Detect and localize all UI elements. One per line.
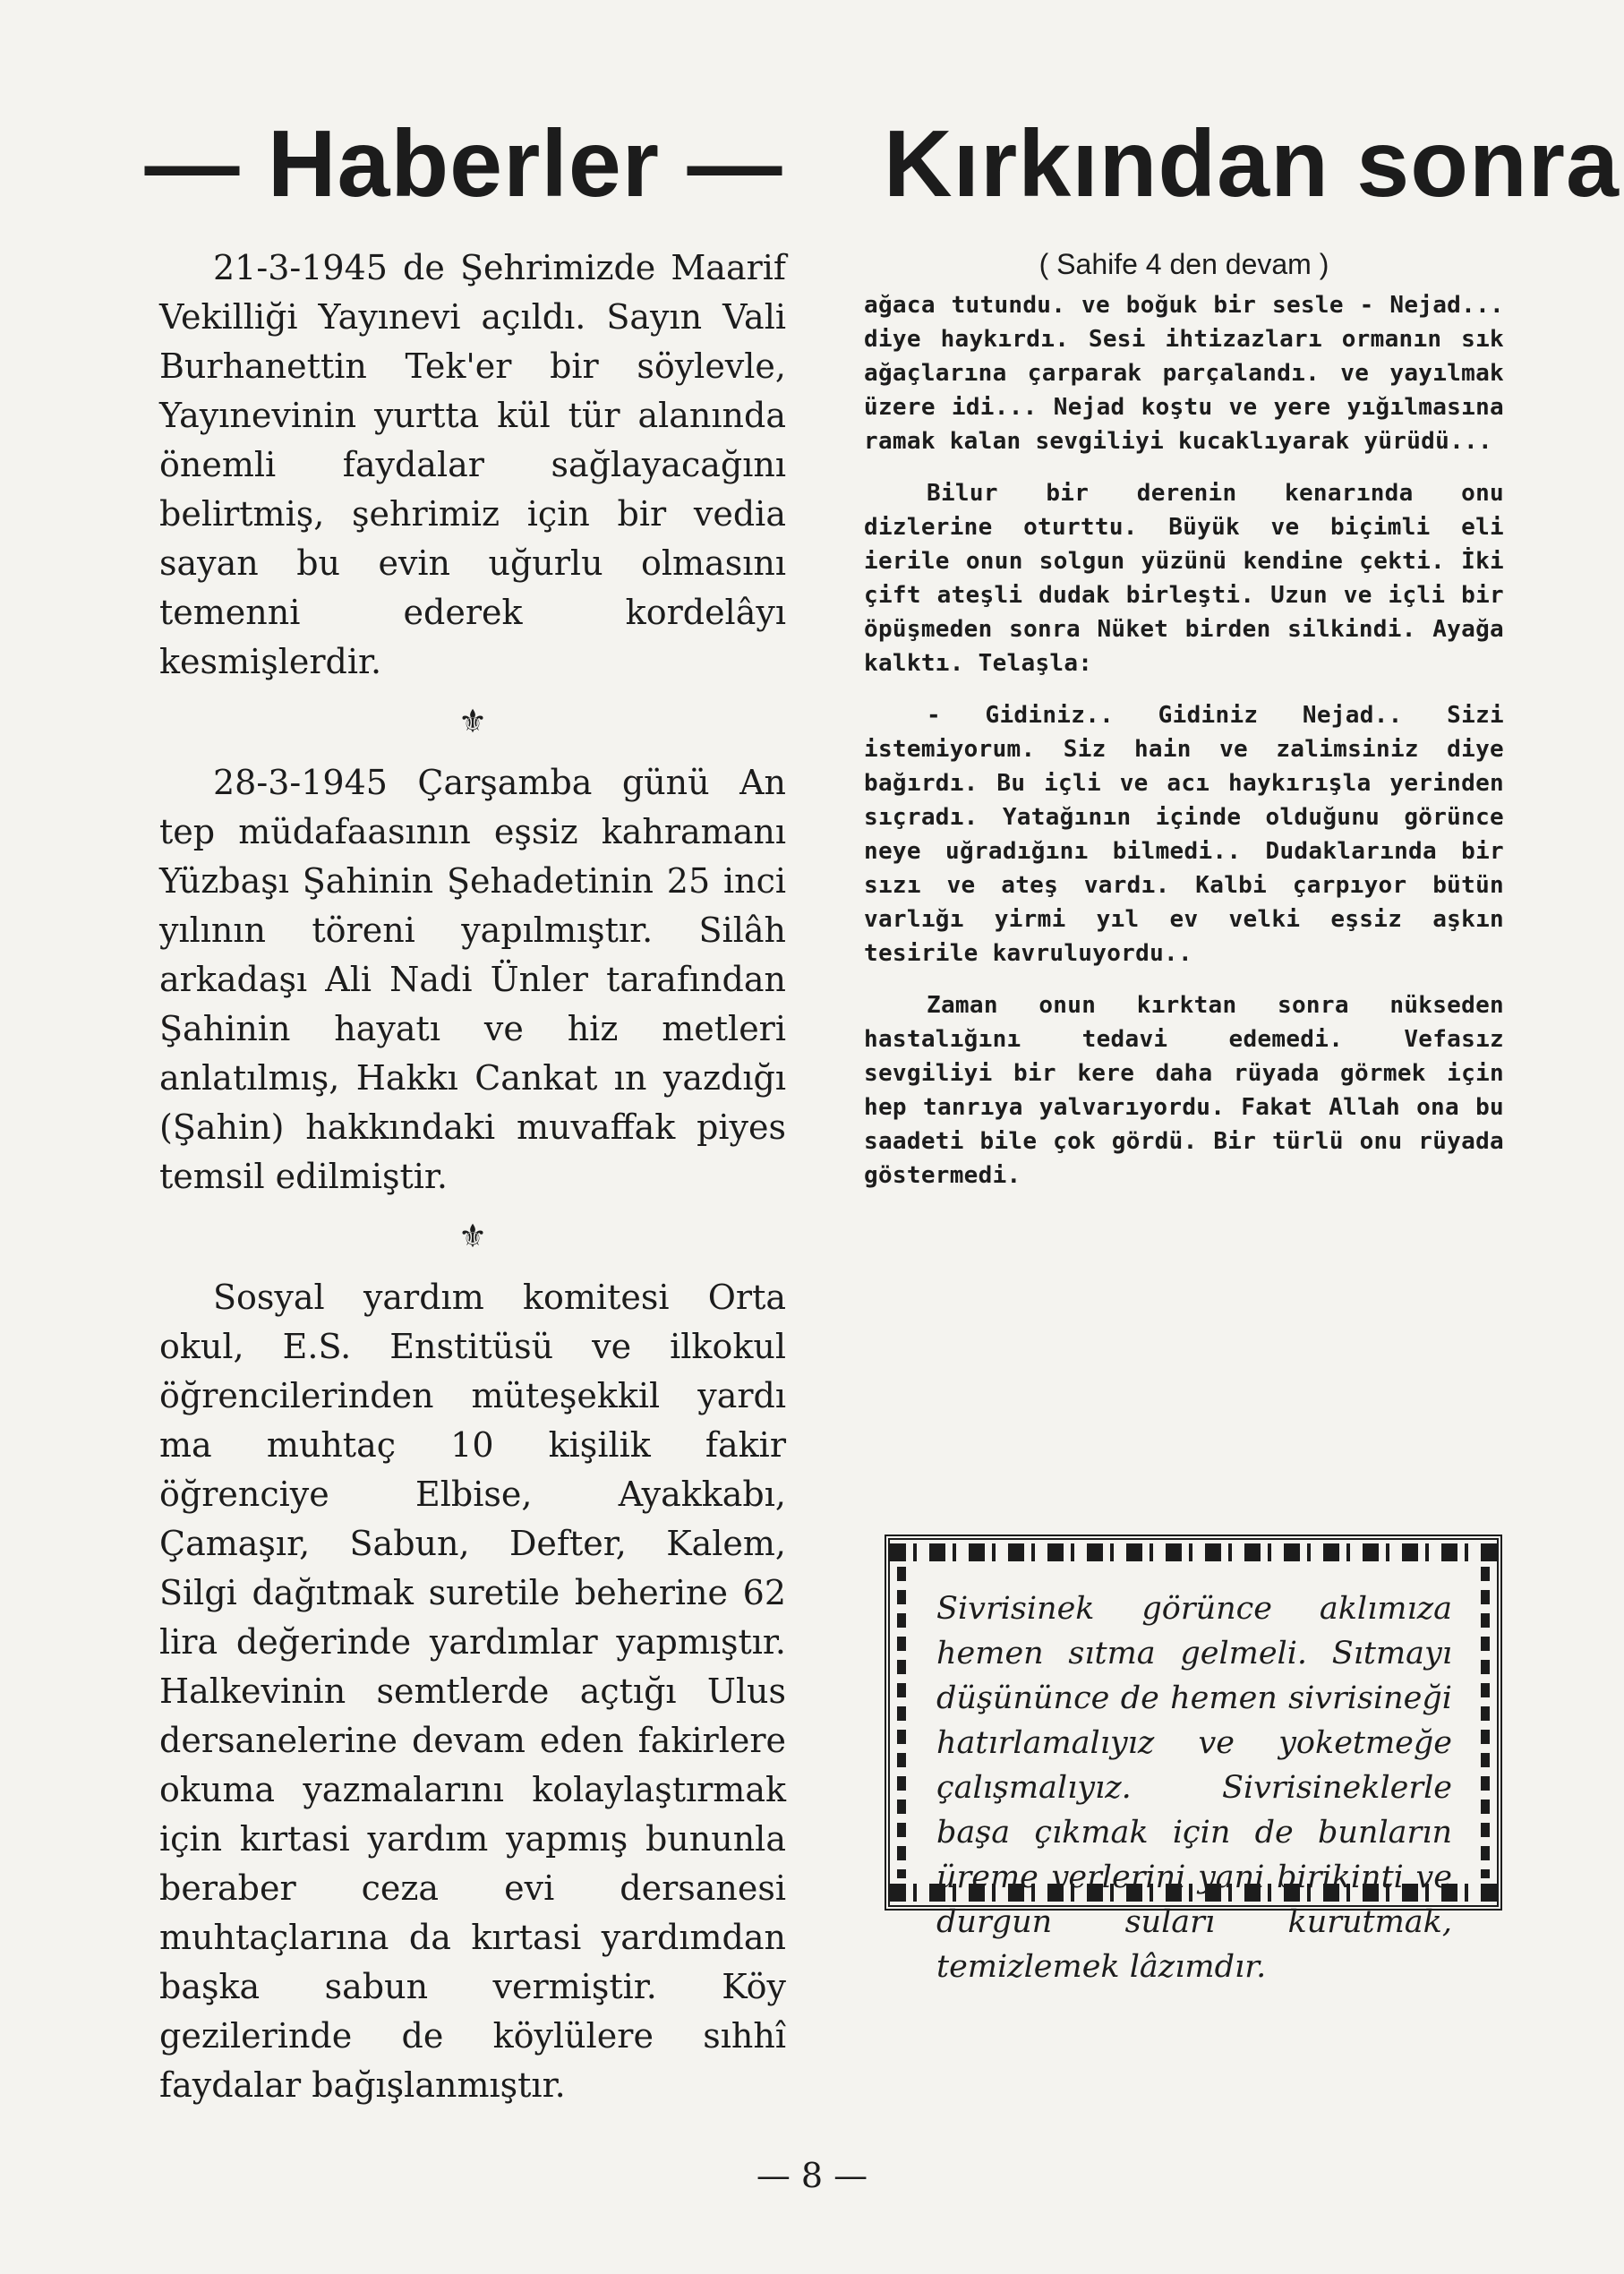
page-number: — 8 — — [756, 2156, 868, 2195]
story-heading: Kırkından sonra — [884, 111, 1620, 217]
fleur-ornament-icon: ⚜ — [457, 704, 488, 740]
story-paragraph: - Gidiniz.. Gidiniz Nejad.. Sizi istemiyorum. Siz hain ve zalimsiniz diye bağırdı. Bu içli ve acı haykırışla yerinden sıçradı. Yatağının içinde olduğunu görünce neye uğradığını bilmedi.. Dudaklarında bir sızı ve ateş vardı. Kalbi çarpıyor bütün varlığı yirmi yıl ev velki eşsiz aşkın tesirile kavruluyordu.. — [864, 702, 1504, 967]
continuation-note: ( Sahife 4 den devam ) — [1039, 248, 1329, 280]
fleur-ornament-icon: ⚜ — [457, 1218, 488, 1255]
malaria-notice-box — [885, 1535, 1502, 1985]
story-paragraph: Bilur bir derenin kenarında onu dizlerine oturttu. Büyük ve biçimli eli ierile onun solgun yüzünü kendine çekti. İki çift ateşli dudak birleşti. Uzun ve içli bir öpüşmeden sonra Nüket birden silkindi. Ayağa kalktı. Telaşla: — [864, 480, 1504, 677]
story-column — [864, 106, 1620, 1210]
news-item-yayinevi: 21-3-1945 de Şehrimizde Maarif Vekilliği Yayınevi açıldı. Sayın Vali Burhanettin Tek'er bir söylevle, Yayınevinin yurtta kül tür alanında önemli faydalar sağlayacağını belirtmiş, şehrimiz için bir vedia sayan bu evin uğurlu olmasını temenni ederek kordelâyı kesmişlerdir. — [159, 248, 786, 681]
news-column — [144, 106, 786, 2110]
decorative-border — [897, 1567, 906, 1878]
news-heading: — Haberler — — [144, 111, 783, 217]
news-item-sahin-ceremony: 28-3-1945 Çarşamba günü An tep müdafaasının eşsiz kahramanı Yüzbaşı Şahinin Şehadetinin 25 inci yılının töreni yapılmıştır. Silâh arkadaşı Ali Nadi Ünler tarafından Şahinin hayatı ve hiz metleri anlatılmış, Hakkı Cankat ın yazdığı (Şahin) hakkındaki muvaffak piyes temsil edilmiştir. — [159, 763, 786, 1196]
decorative-border — [890, 1543, 1497, 1561]
malaria-notice-text: Sivrisinek görünce aklımıza hemen sıtma gelmeli. Sıtmayı düşününce de hemen sivrisineği hatırlamalıyız ve yoketmeğe çalışmalıyız. Sivrisineklerle başa çıkmak için de bunların üreme yerlerini yani birikinti ve durgun suları kurutmak, temizlemek lâzımdır. — [936, 1591, 1452, 1985]
decorative-border — [1481, 1567, 1490, 1878]
news-item-social-aid: Sosyal yardım komitesi Orta okul, E.S. Enstitüsü ve ilkokul öğrencilerinden müteşekkil yardı ma muhtaç 10 kişilik fakir öğrenciye Elbise, Ayakkabı, Çamaşır, Sabun, Defter, Kalem, Silgi dağıtmak suretile beherine 62 lira değerinde yardımlar yapmıştır. Halkevinin semtlerde açtığı Ulus dersanelerine devam eden fakirlere okuma yazmalarını kolaylaştırmak için kırtasi yardım yapmış bununla beraber ceza evi dersanesi muhtaçlarına da kırtasi yardımdan başka sabun vermiştir. Köy gezilerinde de köylülere sıhhî faydalar bağışlanmıştır. — [159, 1278, 786, 2105]
story-paragraph: ağaca tutundu. ve boğuk bir sesle - Nejad... diye haykırdı. Sesi ihtizazları ormanın sık ağaçlarına çarparak parçalandı. ve yayılmak üzere idi... Nejad koştu ve yere yığılmasına ramak kalan sevgiliyi kucaklıyarak yürüdü... — [864, 292, 1504, 455]
story-paragraph: Zaman onun kırktan sonra nüksеden hastalığını tedavi edemedi. Vefasız sevgiliyi bir kere daha rüyada görmek için hep tanrıya yalvarıyordu. Fakat Allah ona bu saadeti bile çok gördü. Bir türlü onu rüyada göstermedi. — [864, 992, 1504, 1189]
